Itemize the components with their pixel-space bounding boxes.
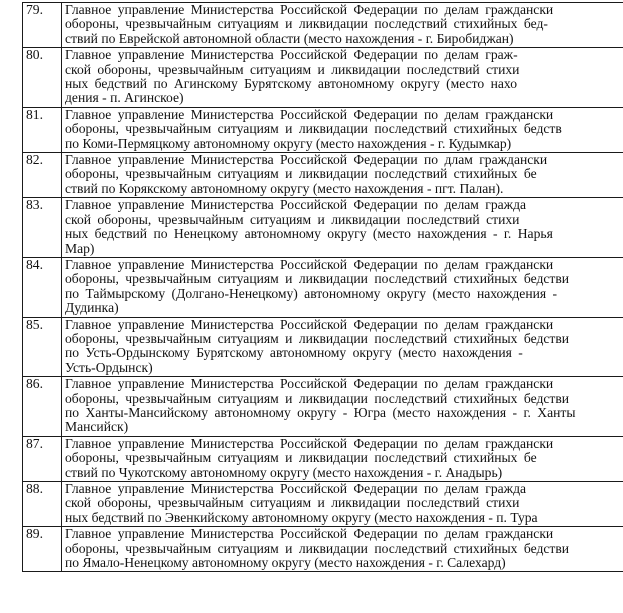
text-line: обороны, чрезвычайным ситуациям и ликвидации последствий стихийных бед- xyxy=(65,17,548,32)
text-line: по Коми-Пермяцкому автономному округу (место нахождения - г. Кудымкар) xyxy=(65,136,512,151)
text-line: обороны, чрезвычайным ситуациям и ликвидации последствий стихийных бедстви xyxy=(65,272,570,287)
text-line: ской обороны, чрезвычайным ситуациям и ликвидации последствий стихи xyxy=(65,212,520,227)
text-line: Главное управление Министерства Российской Федерации по делам граждански xyxy=(65,107,554,122)
row-number: 83. xyxy=(23,198,62,258)
table-row xyxy=(23,317,623,377)
row-text xyxy=(62,48,623,108)
table-row xyxy=(23,527,623,572)
text-line: ской обороны, чрезвычайным ситуациям и ликвидации последствий стихи xyxy=(65,496,520,511)
text-line: обороны, чрезвычайным ситуациям и ликвидации последствий стихийных бедстви xyxy=(65,331,570,346)
text-line: обороны, чрезвычайным ситуациям и ликвидации последствий стихийных бедстви xyxy=(65,391,570,406)
row-number: 87. xyxy=(23,436,62,481)
row-number: 81. xyxy=(23,107,62,152)
table-row xyxy=(23,48,623,108)
text-line: дения - п. Агинское) xyxy=(65,91,184,106)
text-line: ствий по Корякскому автономному округу (место нахождения - пгт. Палан). xyxy=(65,181,504,196)
text-line: обороны, чрезвычайным ситуациям и ликвидации последствий стихийных бе xyxy=(65,451,537,466)
text-line: Главное управление Министерства Российской Федерации по делам граждански xyxy=(65,3,554,17)
text-line: ской обороны, чрезвычайным ситуациям и ликвидации последствий стихи xyxy=(65,62,520,77)
text-line: Главное управление Министерства Российской Федерации по делам граждански xyxy=(65,257,554,272)
row-number: 88. xyxy=(23,482,62,527)
text-line: Главное управление Министерства Российской Федерации по делам гражда xyxy=(65,482,527,496)
table-row xyxy=(23,377,623,437)
row-number: 79. xyxy=(23,3,62,48)
row-number: 86. xyxy=(23,377,62,437)
table-row xyxy=(23,3,623,48)
registry-table xyxy=(22,2,623,572)
row-text xyxy=(62,3,623,48)
text-line: Мар) xyxy=(65,241,95,256)
row-text xyxy=(62,107,623,152)
text-line: ных бедствий по Ненецкому автономному округу (место нахождения - г. Нарья xyxy=(65,227,553,242)
text-line: по Усть-Ордынскому Бурятскому автономному округу (место нахождения - xyxy=(65,346,523,361)
text-line: ных бедствий по Агинскому Бурятскому автономному округу (место нахо xyxy=(65,77,518,92)
row-text xyxy=(62,257,623,317)
row-text xyxy=(62,377,623,437)
text-line: Дудинка) xyxy=(65,301,119,316)
text-line: Главное управление Министерства Российской Федерации по делам граж- xyxy=(65,48,518,63)
text-line: Главное управление Министерства Российской Федерации по длам граждански xyxy=(65,153,548,168)
row-text xyxy=(62,527,623,572)
table-row xyxy=(23,436,623,481)
row-number: 89. xyxy=(23,527,62,572)
text-line: Мансийск) xyxy=(65,420,129,435)
text-line: Главное управление Министерства Российской Федерации по делам граждански xyxy=(65,527,554,542)
row-text xyxy=(62,317,623,377)
text-line: ствий по Чукотскому автономному округу (место нахождения - г. Анадырь) xyxy=(65,465,503,480)
row-text xyxy=(62,153,623,198)
table-row xyxy=(23,257,623,317)
text-line: Главное управление Министерства Российской Федерации по делам граждански xyxy=(65,317,554,332)
text-line: Главное управление Министерства Российской Федерации по делам граждански xyxy=(65,377,554,392)
text-line: обороны, чрезвычайным ситуациям и ликвидации последствий стихийных бедств xyxy=(65,122,562,137)
row-number: 84. xyxy=(23,257,62,317)
text-line: обороны, чрезвычайным ситуациям и ликвидации последствий стихийных бедстви xyxy=(65,541,570,556)
text-line: обороны, чрезвычайным ситуациям и ликвидации последствий стихийных бе xyxy=(65,167,537,182)
row-number: 85. xyxy=(23,317,62,377)
text-line: Усть-Ордынск) xyxy=(65,360,153,375)
table-row xyxy=(23,153,623,198)
row-text xyxy=(62,198,623,258)
text-line: по Ямало-Ненецкому автономному округу (место нахождения - г. Салехард) xyxy=(65,556,506,571)
table-row xyxy=(23,107,623,152)
row-number: 80. xyxy=(23,48,62,108)
text-line: по Таймырскому (Долгано-Ненецкому) автономному округу (место нахождения - xyxy=(65,286,558,301)
row-text xyxy=(62,482,623,527)
table-row xyxy=(23,198,623,258)
text-line: Главное управление Министерства Российской Федерации по делам граждански xyxy=(65,436,554,451)
text-line: ных бедствий по Эвенкийскому автономному округу (место нахождения - п. Тура xyxy=(65,510,538,525)
row-text xyxy=(62,436,623,481)
text-line: по Ханты-Мансийскому автономному округу - Югра (место нахождения - г. Ханты xyxy=(65,405,576,420)
table-row xyxy=(23,482,623,527)
registry-body xyxy=(23,3,623,572)
text-line: Главное управление Министерства Российской Федерации по делам гражда xyxy=(65,198,527,213)
row-number: 82. xyxy=(23,153,62,198)
text-line: ствий по Еврейской автономной области (место нахождения - г. Биробиджан) xyxy=(65,31,514,46)
